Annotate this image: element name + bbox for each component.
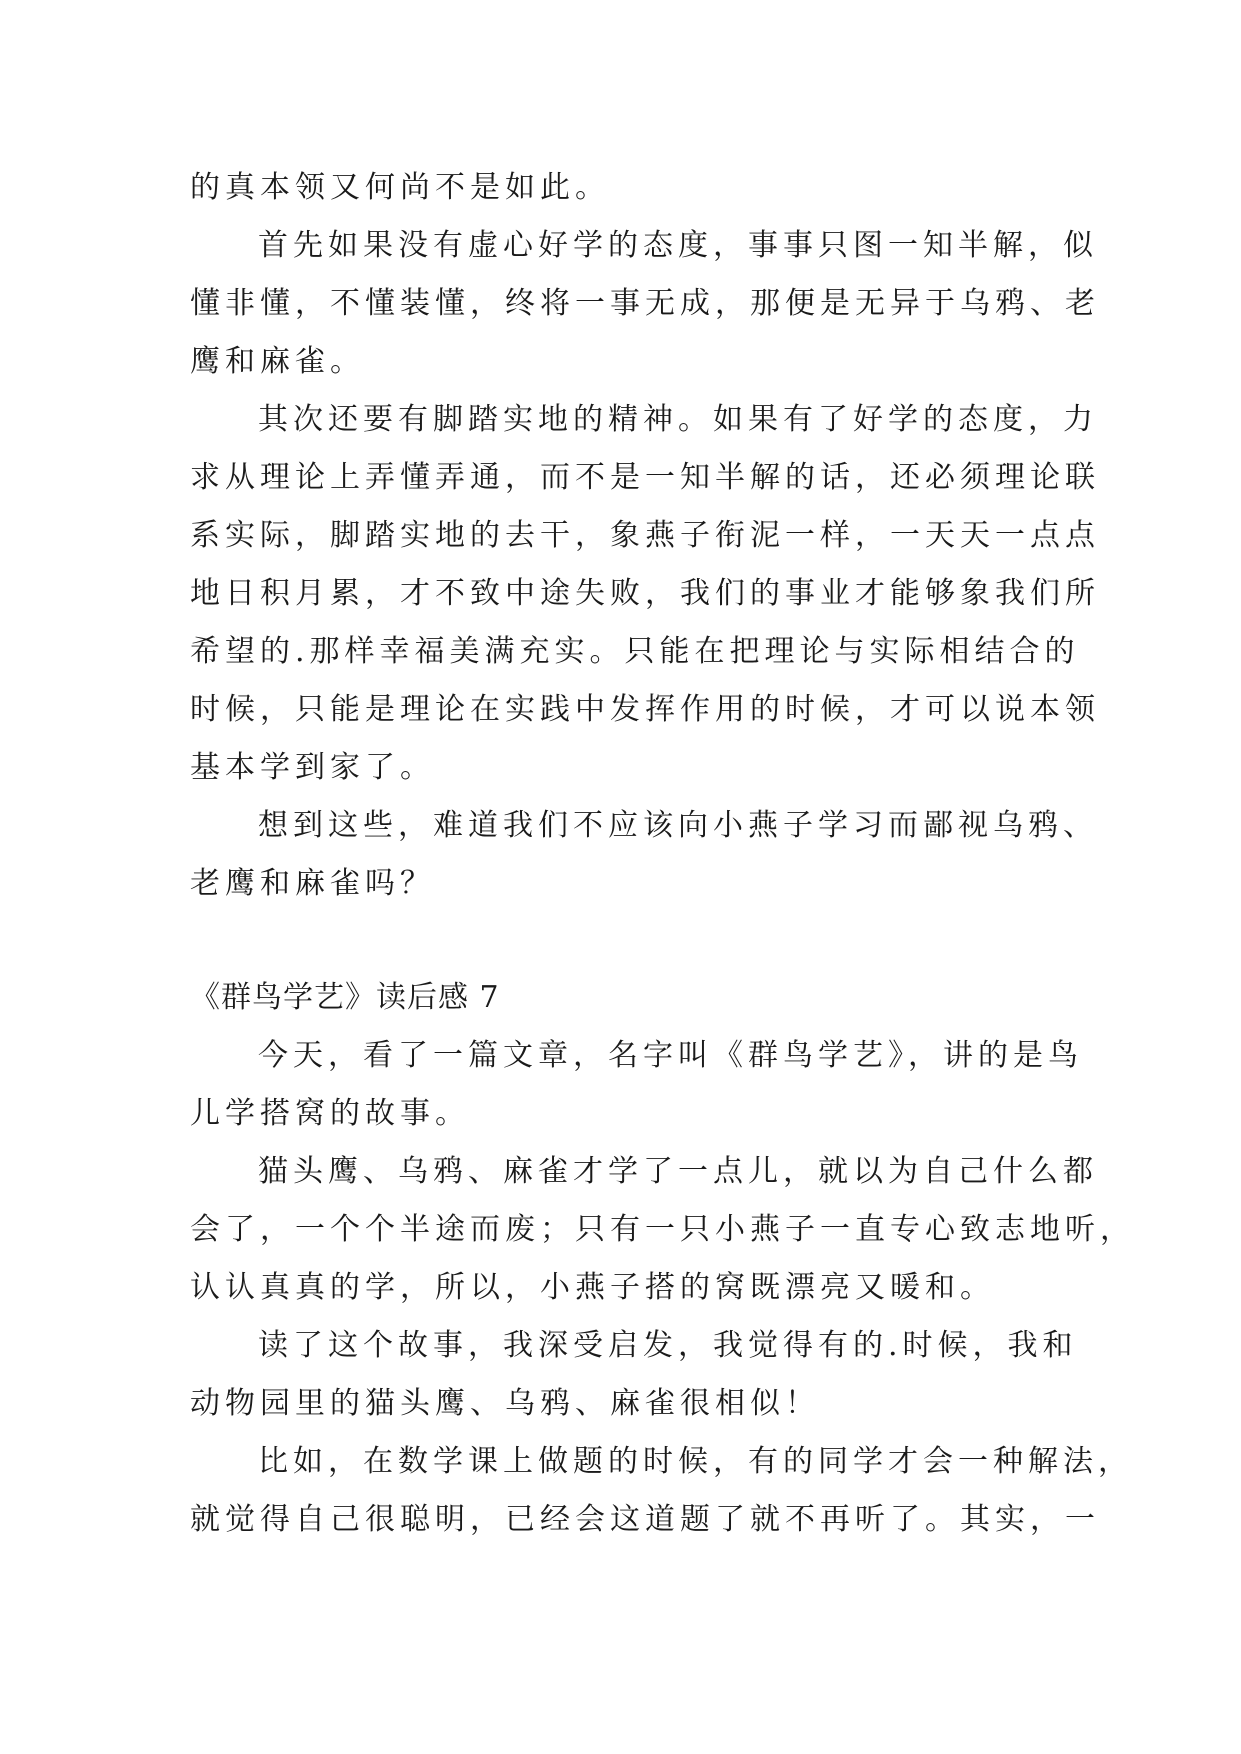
text-line: 认认真真的学，所以，小燕子搭的窝既漂亮又暖和。 xyxy=(190,1270,995,1305)
text-line: 会了，一个个半途而废；只有一只小燕子一直专心致志地听， xyxy=(190,1212,1135,1247)
text-line: 想到这些，难道我们不应该向小燕子学习而鄙视乌鸦、 xyxy=(258,808,1098,843)
section-title: 《群鸟学艺》读后感 7 xyxy=(190,980,500,1015)
text-line: 读了这个故事，我深受启发，我觉得有的.时候，我和 xyxy=(258,1328,1078,1363)
text-line: 懂非懂，不懂装懂，终将一事无成，那便是无异于乌鸦、老 xyxy=(190,286,1100,321)
text-line: 的真本领又何尚不是如此。 xyxy=(190,170,610,205)
text-line: 其次还要有脚踏实地的精神。如果有了好学的态度，力 xyxy=(258,402,1098,437)
text-line: 今天，看了一篇文章，名字叫《群鸟学艺》，讲的是鸟 xyxy=(258,1038,1083,1073)
text-line: 首先如果没有虚心好学的态度，事事只图一知半解，似 xyxy=(258,228,1098,263)
text-line: 求从理论上弄懂弄通，而不是一知半解的话，还必须理论联 xyxy=(190,460,1100,495)
text-line: 地日积月累，才不致中途失败，我们的事业才能够象我们所 xyxy=(190,576,1100,611)
text-line: 鹰和麻雀。 xyxy=(190,344,365,379)
text-line: 比如，在数学课上做题的时候，有的同学才会一种解法， xyxy=(258,1444,1133,1479)
text-line: 系实际，脚踏实地的去干，象燕子衔泥一样，一天天一点点 xyxy=(190,518,1100,553)
text-line: 就觉得自己很聪明，已经会这道题了就不再听了。其实，一 xyxy=(190,1502,1100,1537)
text-line: 时候，只能是理论在实践中发挥作用的时候，才可以说本领 xyxy=(190,692,1100,727)
text-line: 动物园里的猫头鹰、乌鸦、麻雀很相似！ xyxy=(190,1386,820,1421)
text-line: 基本学到家了。 xyxy=(190,750,435,785)
text-line: 老鹰和麻雀吗？ xyxy=(190,866,435,901)
text-line: 希望的.那样幸福美满充实。只能在把理论与实际相结合的 xyxy=(190,634,1080,669)
text-line: 儿学搭窝的故事。 xyxy=(190,1096,470,1131)
text-line: 猫头鹰、乌鸦、麻雀才学了一点儿，就以为自己什么都 xyxy=(258,1154,1098,1189)
